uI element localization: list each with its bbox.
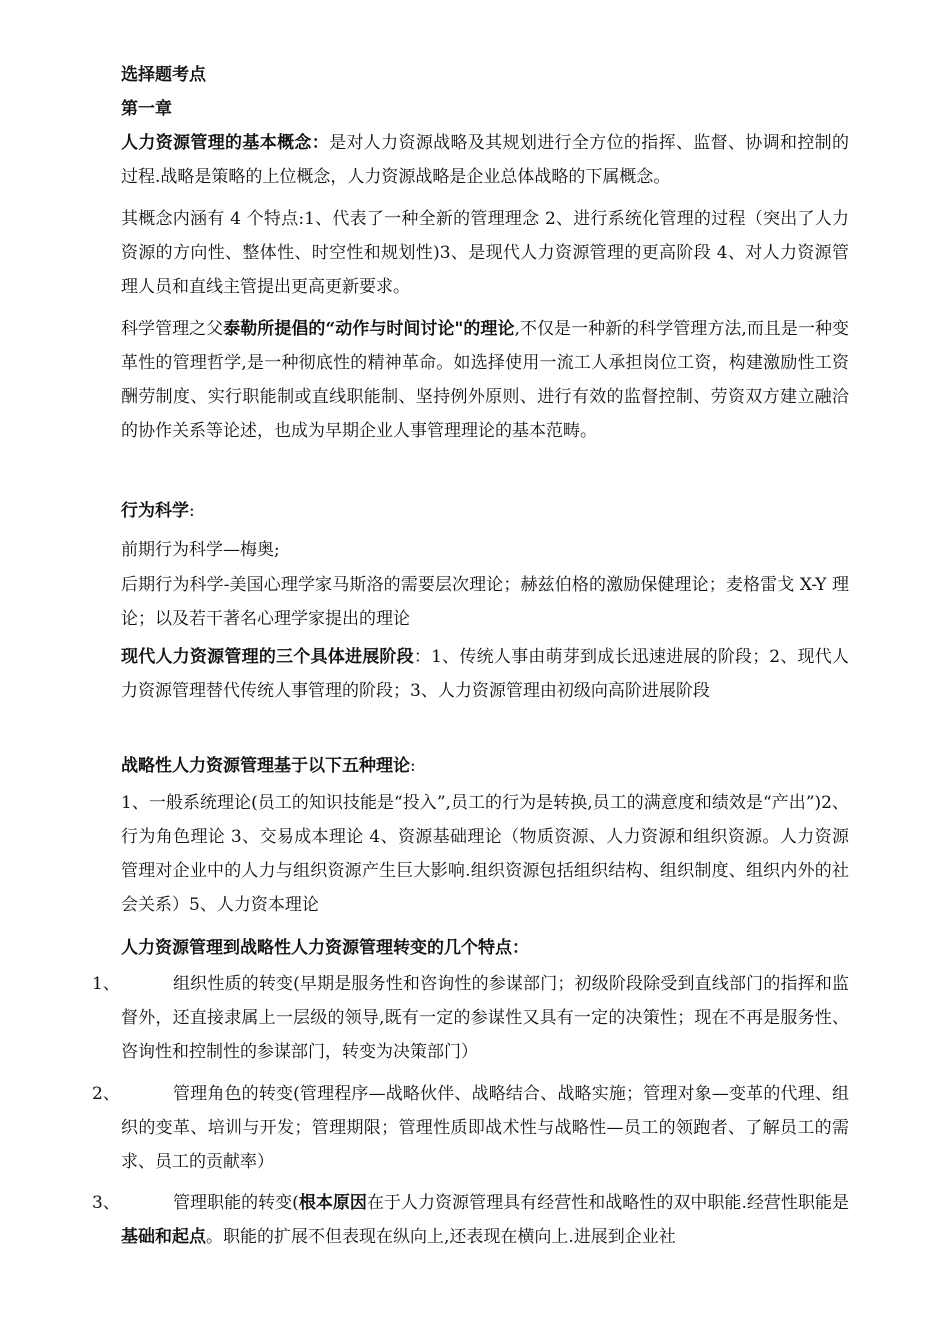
chapter-heading: 第一章 (121, 99, 172, 119)
list-number-2: 2、 (92, 1084, 120, 1104)
paragraph-hrm-concept: 人力资源管理的基本概念：是对人力资源战略及其规划进行全方位的指挥、监督、协调和控制的过程.战略是策略的上位概念，人力资源战略是企业总体战略的下属概念。 (121, 133, 850, 187)
list-item-mgmt-function: 管理职能的转变(根本原因在于人力资源管理具有经营性和战略性的双中职能.经营性职能是基础和起点。职能的扩展不但表现在纵向上,还表现在横向上.进展到企业社 (121, 1193, 850, 1247)
paragraph-early-behavioral: 前期行为科学—梅奥; (121, 540, 280, 560)
heading-transformation-features: 人力资源管理到战略性人力资源管理转变的几个特点： (121, 938, 529, 958)
heading-five-theories: 战略性人力资源管理基于以下五种理论: (121, 756, 416, 776)
doc-title: 选择题考点 (121, 65, 206, 85)
paragraph-three-stages: 现代人力资源管理的三个具体进展阶段：1、传统人事由萌芽到成长迅速进展的阶段；2、现代人力资源管理替代传统人事管理的阶段；3、人力资源管理由初级向高阶进展阶段 (121, 647, 850, 701)
list-number-1: 1、 (92, 974, 120, 994)
list-item-mgmt-role: 管理角色的转变(管理程序—战略伙伴、战略结合、战略实施；管理对象—变革的代理、组织的变革、培训与开发；管理期限；管理性质即战术性与战略性—员工的领跑者、了解员工的需求、员工的贡献率） (121, 1084, 849, 1172)
list-number-3: 3、 (92, 1193, 120, 1213)
list-item-org-nature: 组织性质的转变(早期是服务性和咨询性的参谋部门；初级阶段除受到直线部门的指挥和监督外，还直接隶属上一层级的领导,既有一定的参谋性又具有一定的决策性；现在不再是服务性、咨询性和控制性的参谋部门，转变为决策部门） (121, 974, 849, 1062)
paragraph-taylor: 科学管理之父泰勒所提倡的“动作与时间讨论"的理论,不仅是一种新的科学管理方法,而且是一种变革性的管理哲学,是一种彻底性的精神革命。如选择使用一流工人承担岗位工资，构建激励性工资酬劳制度、实行职能制或直线职能制、坚持例外原则、进行有效的监督控制、劳资双方建立融洽的协作关系等论述，也成为早期企业人事管理理论的基本范畴。 (121, 319, 850, 441)
paragraph-five-theories: 1、一般系统理论(员工的知识技能是“投入”,员工的行为是转换,员工的满意度和绩效是“产出”)2、行为角色理论 3、交易成本理论 4、资源基础理论（物质资源、人力资源和组织资源。人力资源管理对企业中的人力与组织资源产生巨大影响.组织资源包括组织结构、组织制度、组织内外的社会关系）5、人力资本理论 (121, 793, 849, 915)
paragraph-late-behavioral: 后期行为科学-美国心理学家马斯洛的需要层次理论；赫兹伯格的激励保健理论；麦格雷戈 X-Y 理论；以及若干著名心理学家提出的理论 (121, 575, 849, 629)
paragraph-four-features: 其概念内涵有 4 个特点:1、代表了一种全新的管理理念 2、进行系统化管理的过程（突出了人力资源的方向性、整体性、时空性和规划性)3、是现代人力资源管理的更高阶段 4、对人力资源管理人员和直线主管提出更高更新要求。 (121, 209, 849, 297)
heading-behavioral-science: 行为科学: (121, 501, 195, 521)
